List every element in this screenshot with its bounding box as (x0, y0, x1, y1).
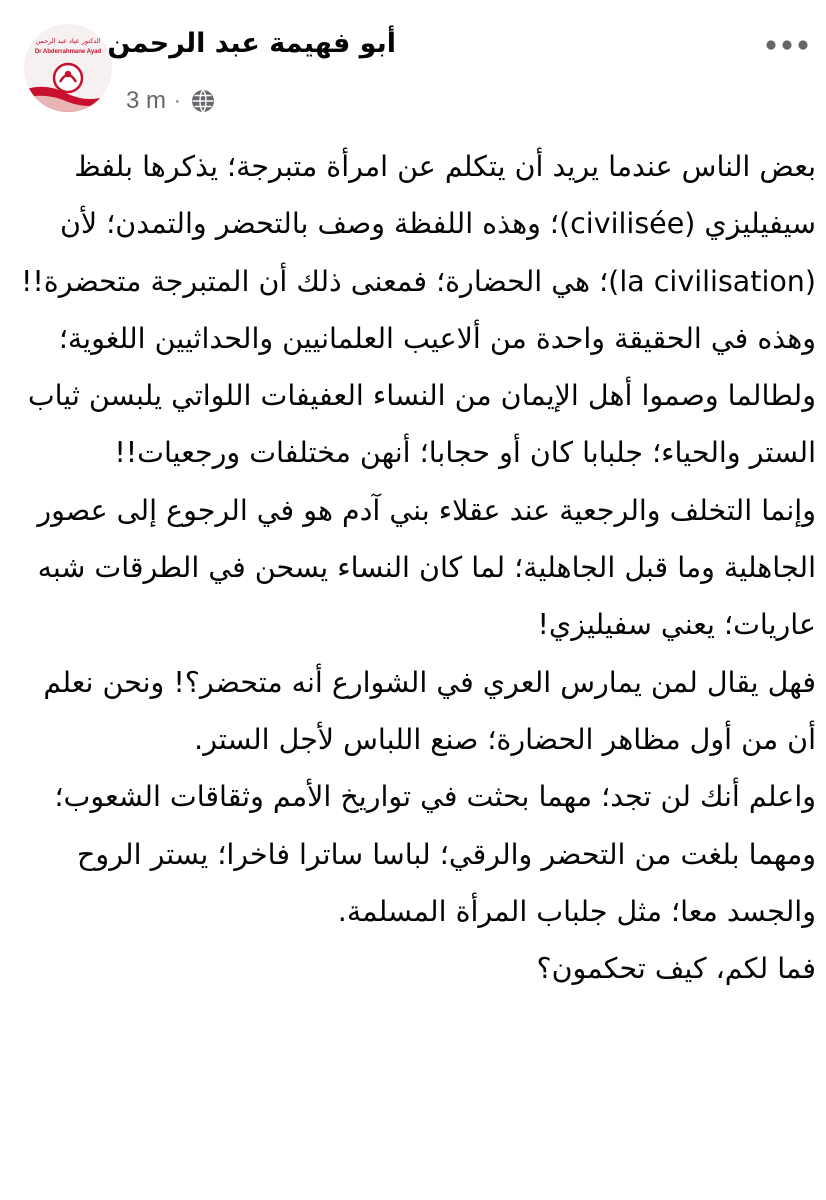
avatar-line2: Dr Abderrahmane Ayad (34, 49, 102, 55)
post-body (18, 138, 816, 997)
post-paragraph: وإنما التخلف والرجعية عند عقلاء بني آدم هو في الرجوع إلى عصور الجاهلية وما قبل الجاهلية؛ لما كان النساء يسحن في الطرقات شبه عاريات؛ يعني سفيليزي! (37, 493, 816, 642)
more-options-button[interactable] (762, 30, 812, 60)
post-meta (126, 86, 215, 116)
avatar-logo-icon (24, 24, 112, 112)
avatar[interactable] (24, 24, 112, 112)
post-paragraph: فهل يقال لمن يمارس العري في الشوارع أنه متحضر؟! ونحن نعلم أن من أول مظاهر الحضارة؛ صنع اللباس لأجل الستر. (43, 665, 816, 756)
ellipsis-icon (765, 39, 809, 51)
post-header (0, 0, 826, 130)
post-paragraph: وهذه في الحقيقة واحدة من ألاعيب العلمانيين والحداثيين اللغوية؛ ولطالما وصموا أهل الإيمان من النساء العفيفات اللواتي يلبسن ثياب الستر والحياء؛ جلبابا كان أو حجابا؛ أنهن مختلفات ورجعيات!! (27, 321, 816, 470)
author-name[interactable]: أبو فهيمة عبد الرحمن (107, 28, 396, 59)
post-timestamp[interactable]: 3 m (126, 87, 167, 114)
post-paragraph: فما لكم، كيف تحكمون؟ (536, 952, 816, 986)
avatar-line1: الدكتور عياد عبد الرحمن (35, 37, 101, 45)
post-paragraph: واعلم أنك لن تجد؛ مهما بحثت في تواريخ الأمم وثقاقات الشعوب؛ ومهما بلغت من التحضر والرقي؛ لباسا ساترا فاخرا؛ يستر الروح والجسد معا؛ مثل جلباب المرأة المسلمة. (54, 780, 816, 928)
post-paragraph: بعض الناس عندما يريد أن يتكلم عن امرأة متبرجة؛ يذكرها بلفظ سيفيليزي (civilisée)؛ وهذه اللفظة وصف بالتحضر والتمدن؛ لأن (la civilisation)؛ هي الحضارة؛ فمعنى ذلك أن المتبرجة متحضرة!! (20, 150, 816, 298)
globe-icon[interactable] (191, 89, 215, 113)
meta-separator: · (174, 89, 181, 112)
